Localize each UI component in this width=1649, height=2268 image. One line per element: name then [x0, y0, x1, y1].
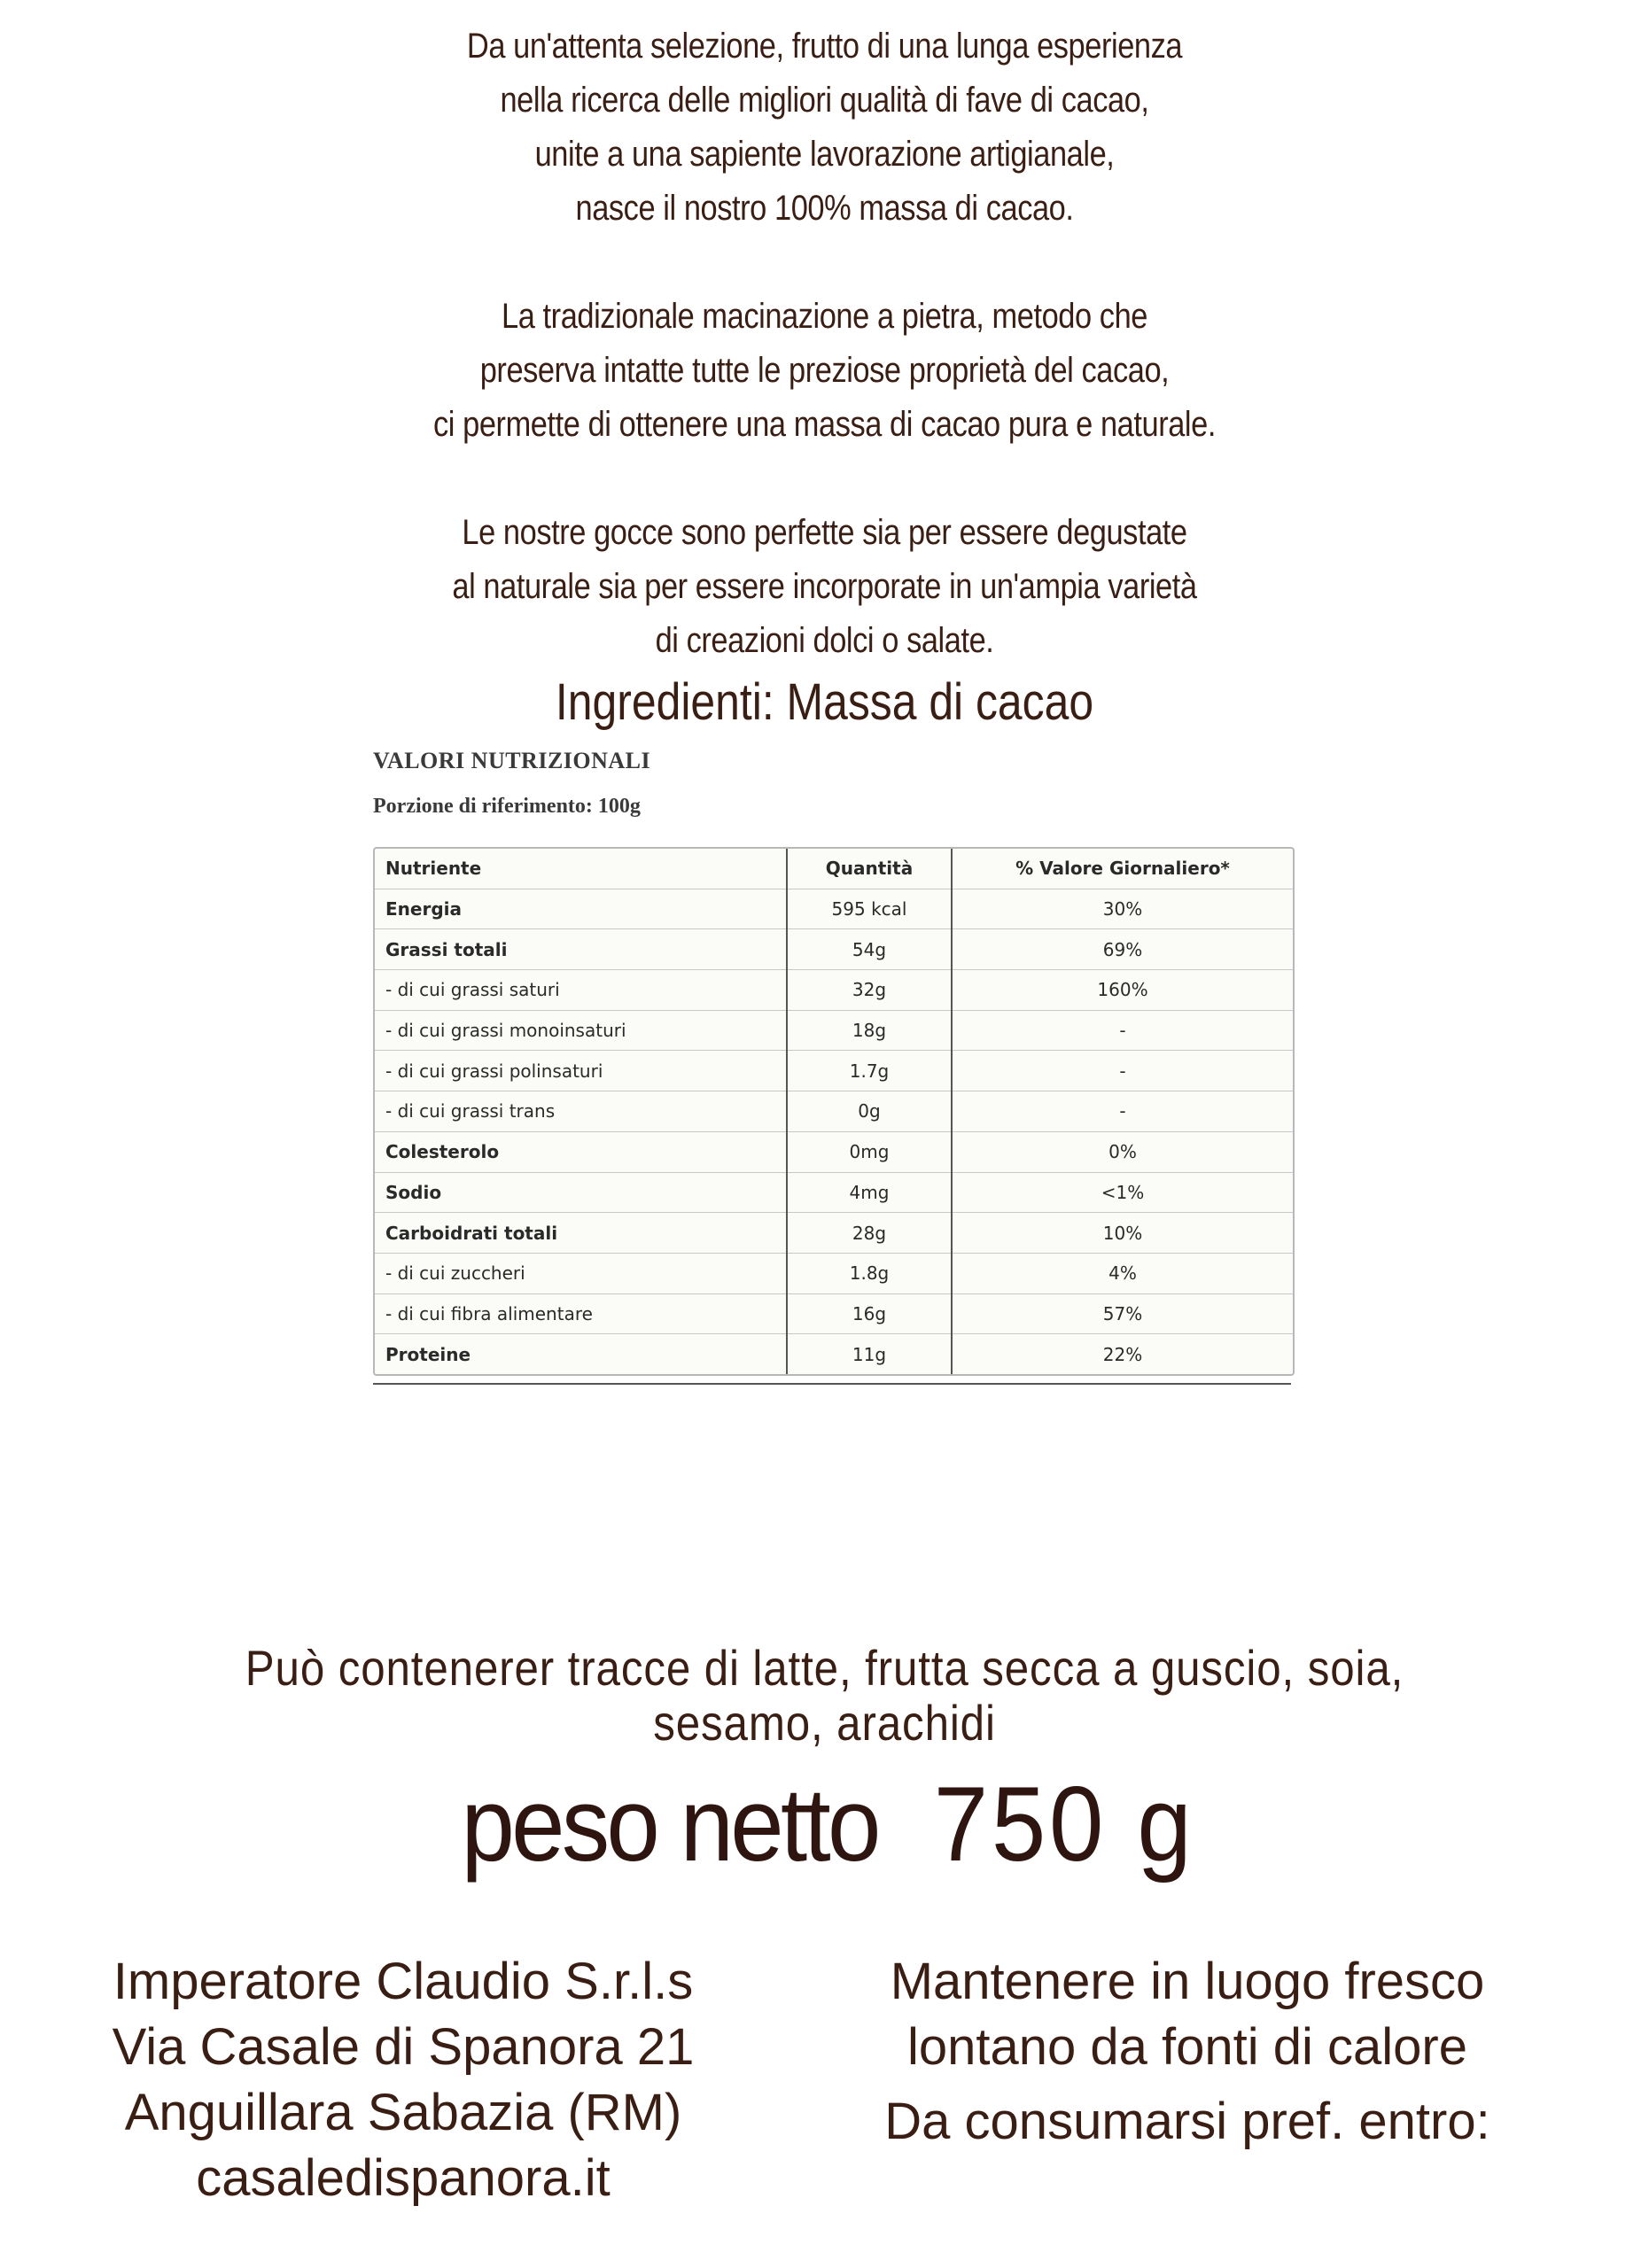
column-header-daily-value: % Valore Giornaliero*	[952, 849, 1293, 889]
daily-value-cell: 57%	[952, 1293, 1293, 1334]
description-line: La tradizionale macinazione a pietra, metodo che	[502, 297, 1147, 336]
description-line: Le nostre gocce sono perfette sia per essere degustate	[462, 513, 1187, 552]
description-line: unite a una sapiente lavorazione artigianale,	[534, 135, 1115, 174]
table-row	[375, 1293, 1293, 1334]
nutrient-cell: - di cui fibra alimentare	[375, 1293, 787, 1334]
description-paragraph-3	[115, 506, 1533, 668]
nutrient-cell: Proteine	[375, 1334, 787, 1374]
description-line: preserva intatte tutte le preziose proprietà del cacao,	[479, 351, 1170, 390]
table-row	[375, 1010, 1293, 1051]
description-line: al naturale sia per essere incorporate in un'ampia varietà	[452, 567, 1197, 606]
description-line: Da un'attenta selezione, frutto di una lunga esperienza	[466, 27, 1183, 66]
table-row	[375, 1091, 1293, 1132]
nutrient-cell: Colesterolo	[375, 1131, 787, 1172]
divider	[373, 1383, 1291, 1385]
table-row	[375, 1131, 1293, 1172]
table-row	[375, 1253, 1293, 1293]
nutrition-table-body	[375, 889, 1293, 1374]
quantity-cell: 11g	[787, 1334, 952, 1374]
daily-value-cell: -	[952, 1091, 1293, 1132]
nutrition-table	[373, 847, 1295, 1376]
daily-value-cell: -	[952, 1010, 1293, 1051]
address-line: Imperatore Claudio S.r.l.s	[113, 1953, 694, 2010]
column-header-nutrient: Nutriente	[375, 849, 787, 889]
quantity-cell: 595 kcal	[787, 889, 952, 929]
daily-value-cell: 30%	[952, 889, 1293, 929]
net-weight-label: peso netto	[461, 1767, 878, 1884]
table-row	[375, 970, 1293, 1011]
allergen-warning	[99, 1641, 1551, 1751]
table-row	[375, 929, 1293, 970]
daily-value-cell: 22%	[1102, 1343, 1143, 1365]
nutrient-cell: - di cui grassi monoinsaturi	[375, 1010, 787, 1051]
description-line: di creazioni dolci o salate.	[655, 621, 994, 660]
daily-value-cell: -	[952, 1051, 1293, 1091]
daily-value-cell: 4%	[952, 1253, 1293, 1293]
allergen-line: sesamo, arachidi	[653, 1695, 996, 1751]
storage-line: lontano da fonti di calore	[907, 2018, 1467, 2076]
net-weight-value: 750 g	[933, 1765, 1195, 1884]
nutrition-table-grid	[375, 849, 1293, 1374]
website-text: casaledispanora.it	[196, 2149, 611, 2207]
quantity-cell: 0mg	[787, 1131, 952, 1172]
description-paragraph-2	[115, 290, 1533, 452]
table-row	[375, 1213, 1293, 1254]
net-weight	[0, 1763, 1649, 1885]
nutrient-cell: - di cui zuccheri	[375, 1253, 787, 1293]
ingredients-line: Ingredienti: Massa di cacao	[555, 673, 1094, 731]
allergen-line: Può contenerer tracce di latte, frutta secca a guscio, soia,	[245, 1640, 1404, 1696]
daily-value-cell: <1%	[952, 1172, 1293, 1213]
nutrition-heading: VALORI NUTRIZIONALI	[373, 748, 651, 773]
quantity-cell: 54g	[787, 929, 952, 970]
daily-value-cell: 69%	[952, 929, 1293, 970]
table-row	[375, 1051, 1293, 1091]
nutrient-cell: Sodio	[375, 1172, 787, 1213]
address-line: Via Casale di Spanora 21	[112, 2018, 695, 2076]
nutrient-cell: - di cui grassi trans	[375, 1091, 787, 1132]
nutrient-cell: Grassi totali	[375, 929, 787, 970]
quantity-cell: 0g	[787, 1091, 952, 1132]
nutrition-portion: Porzione di riferimento: 100g	[373, 795, 641, 818]
nutrient-cell: - di cui grassi saturi	[375, 970, 787, 1011]
table-row	[375, 1172, 1293, 1213]
daily-value-cell: 10%	[952, 1213, 1293, 1254]
nutrient-cell: Energia	[375, 889, 787, 929]
description-line: nella ricerca delle migliori qualità di fave di cacao,	[500, 81, 1149, 120]
table-row	[375, 889, 1293, 929]
quantity-cell: 16g	[787, 1293, 952, 1334]
description-paragraph-1	[115, 19, 1533, 236]
quantity-cell: 1.7g	[787, 1051, 952, 1091]
quantity-cell: 4mg	[787, 1172, 952, 1213]
column-header-quantity: Quantità	[787, 849, 952, 889]
producer-address	[35, 1949, 771, 2211]
daily-value-cell: 160%	[952, 970, 1293, 1011]
description-line: ci permette di ottenere una massa di cacao pura e naturale.	[433, 405, 1216, 444]
nutrient-cell: - di cui grassi polinsaturi	[375, 1051, 787, 1091]
nutrient-cell: Carboidrati totali	[375, 1213, 787, 1254]
quantity-cell: 1.8g	[787, 1253, 952, 1293]
quantity-cell: 18g	[787, 1010, 952, 1051]
storage-line: Mantenere in luogo fresco	[890, 1953, 1485, 2010]
table-row	[375, 1334, 1293, 1374]
product-description	[0, 19, 1649, 722]
daily-value-cell: 0%	[952, 1131, 1293, 1172]
table-header-row	[375, 849, 1293, 889]
description-line: nasce il nostro 100% massa di cacao.	[575, 189, 1074, 228]
quantity-cell: 28g	[787, 1213, 952, 1254]
address-line: Anguillara Sabazia (RM)	[124, 2084, 682, 2141]
quantity-cell: 32g	[787, 970, 952, 1011]
best-before-label: Da consumarsi pref. entro:	[884, 2093, 1490, 2150]
storage-instructions	[797, 1949, 1577, 2155]
